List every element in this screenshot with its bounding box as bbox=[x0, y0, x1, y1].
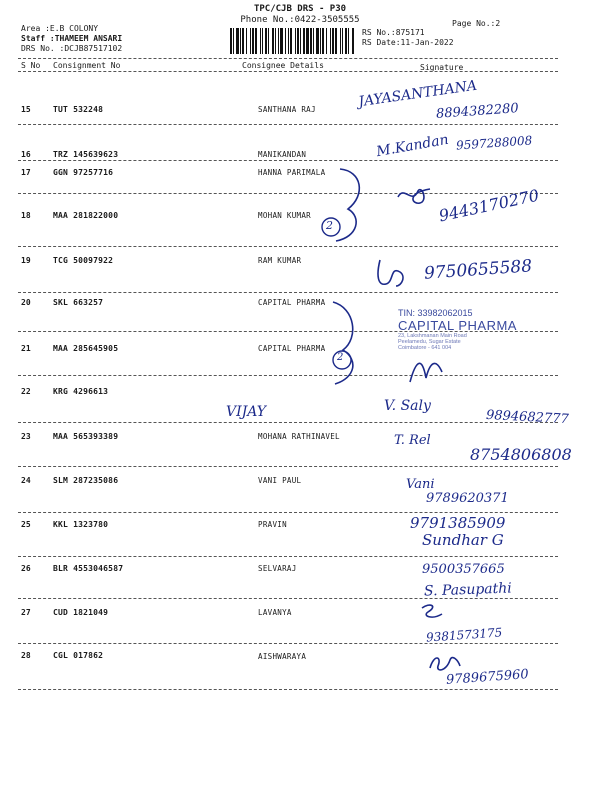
table-row bbox=[0, 598, 600, 645]
report-title: TPC/CJB DRS - P30 bbox=[253, 4, 347, 14]
row-consignee: PRAVIN bbox=[258, 520, 287, 529]
phone-number: Phone No.:0422-3505555 bbox=[240, 15, 360, 25]
row-consignment: MAA 565393389 bbox=[53, 432, 119, 441]
row-sno: 24 bbox=[21, 476, 31, 485]
rs-date: RS Date:11-Jan-2022 bbox=[362, 38, 454, 47]
phone-28: 9789675960 bbox=[445, 667, 530, 688]
row-consignee: CAPITAL PHARMA bbox=[258, 298, 326, 307]
group-mark-2: 2 bbox=[337, 352, 344, 363]
row-sno: 28 bbox=[21, 651, 31, 660]
row-sno: 22 bbox=[21, 387, 31, 396]
row-consignee: SANTHANA RAJ bbox=[258, 105, 316, 114]
row-consignee: HANNA PARIMALA bbox=[258, 168, 326, 177]
phone-27: 9381573175 bbox=[425, 625, 503, 645]
row-consignment: GGN 97257716 bbox=[53, 168, 114, 177]
header-divider bbox=[18, 58, 558, 59]
stamp-tin: TIN: 33982062015 bbox=[398, 308, 473, 318]
group-mark-1: 2 bbox=[326, 219, 333, 232]
row-consignment: TRZ 145639623 bbox=[53, 150, 119, 159]
signature-15: JAYASANTHANA bbox=[357, 77, 478, 111]
row-sno: 27 bbox=[21, 608, 31, 617]
table-row bbox=[0, 512, 600, 556]
drs-number: DRS No. :DCJB87517102 bbox=[21, 44, 123, 53]
phone-26: 9500357665 bbox=[422, 562, 505, 577]
row-consignee: MANIKANDAN bbox=[258, 150, 307, 159]
row-consignment: KRG 4296613 bbox=[53, 387, 109, 396]
row-consignee: MOHAN KUMAR bbox=[258, 211, 311, 220]
phone-22: 9894682777 bbox=[485, 407, 570, 428]
signature-scribble-21 bbox=[406, 352, 446, 388]
col-sno: S No bbox=[21, 61, 41, 70]
row-consignment: SKL 663257 bbox=[53, 298, 104, 307]
phone-24: 9789620371 bbox=[426, 491, 509, 506]
phone-16: 9597288008 bbox=[455, 133, 533, 153]
stamp-name: CAPITAL PHARMA bbox=[398, 318, 517, 333]
row-consignee: SELVARAJ bbox=[258, 564, 297, 573]
name-22: VIJAY bbox=[226, 404, 267, 420]
row-sno: 17 bbox=[21, 168, 31, 177]
phone-23: 8754806808 bbox=[470, 445, 572, 464]
stamp-line3: Coimbatore - 641 004 bbox=[398, 345, 452, 351]
row-consignee: VANI PAUL bbox=[258, 476, 302, 485]
row-sno: 18 bbox=[21, 211, 31, 220]
col-consignee: Consignee Details bbox=[242, 61, 324, 70]
row-consignment: TCG 50097922 bbox=[53, 256, 114, 265]
barcode bbox=[230, 28, 356, 54]
row-consignment: KKL 1323780 bbox=[53, 520, 109, 529]
signature-25: Sundhar G bbox=[422, 531, 504, 549]
signature-scribble-19 bbox=[372, 256, 408, 292]
area-label: Area :E.B COLONY bbox=[21, 24, 99, 33]
row-sno: 16 bbox=[21, 150, 31, 159]
table-row bbox=[0, 466, 600, 510]
row-consignee: MOHANA RATHINAVEL bbox=[258, 432, 340, 441]
signature-24: Vani bbox=[406, 477, 435, 492]
row-consignee: AISHWARAYA bbox=[258, 652, 307, 661]
col-consignment: Consignment No bbox=[53, 61, 121, 70]
stamp-line2: Peelamedu, Sugar Estate bbox=[398, 339, 461, 345]
row-consignment: MAA 285645905 bbox=[53, 344, 119, 353]
phone-19: 9750655588 bbox=[423, 256, 533, 284]
row-sno: 15 bbox=[21, 105, 31, 114]
rs-number: RS No.:875171 bbox=[362, 28, 425, 37]
staff-label: Staff :THAMEEM ANSARI bbox=[21, 34, 123, 43]
signature-scribble-17 bbox=[394, 183, 434, 209]
columns-divider bbox=[18, 71, 558, 72]
phone-18: 9443170270 bbox=[437, 185, 541, 226]
row-consignee: LAVANYA bbox=[258, 608, 292, 617]
row-consignee: CAPITAL PHARMA bbox=[258, 344, 326, 353]
row-sno: 25 bbox=[21, 520, 31, 529]
col-signature: Signature bbox=[420, 63, 464, 72]
stamp-line1: 23, Lakshmanan Main Road bbox=[398, 333, 467, 339]
row-consignment: TUT 532248 bbox=[53, 105, 104, 114]
row-consignment: SLM 287235086 bbox=[53, 476, 119, 485]
group-bracket-1 bbox=[318, 165, 378, 245]
row-consignee: RAM KUMAR bbox=[258, 256, 302, 265]
row-sno: 23 bbox=[21, 432, 31, 441]
signature-scribble-27 bbox=[418, 600, 448, 626]
signature-26: S. Pasupathi bbox=[423, 580, 513, 600]
row-divider bbox=[18, 689, 558, 690]
phone-25: 9791385909 bbox=[410, 514, 506, 532]
group-bracket-2 bbox=[325, 298, 375, 388]
signature-22: V. Saly bbox=[384, 398, 431, 414]
row-sno: 21 bbox=[21, 344, 31, 353]
row-sno: 20 bbox=[21, 298, 31, 307]
signature-16: M.Kandan bbox=[375, 131, 450, 161]
row-consignment: MAA 281822000 bbox=[53, 211, 119, 220]
row-consignment: BLR 4553046587 bbox=[53, 564, 124, 573]
phone-15: 8894382280 bbox=[435, 101, 520, 122]
row-consignment: CGL 017862 bbox=[53, 651, 104, 660]
row-sno: 19 bbox=[21, 256, 31, 265]
page-number: Page No.:2 bbox=[452, 19, 501, 28]
row-consignment: CUD 1821049 bbox=[53, 608, 109, 617]
row-sno: 26 bbox=[21, 564, 31, 573]
signature-23: T. Rel bbox=[394, 433, 431, 448]
